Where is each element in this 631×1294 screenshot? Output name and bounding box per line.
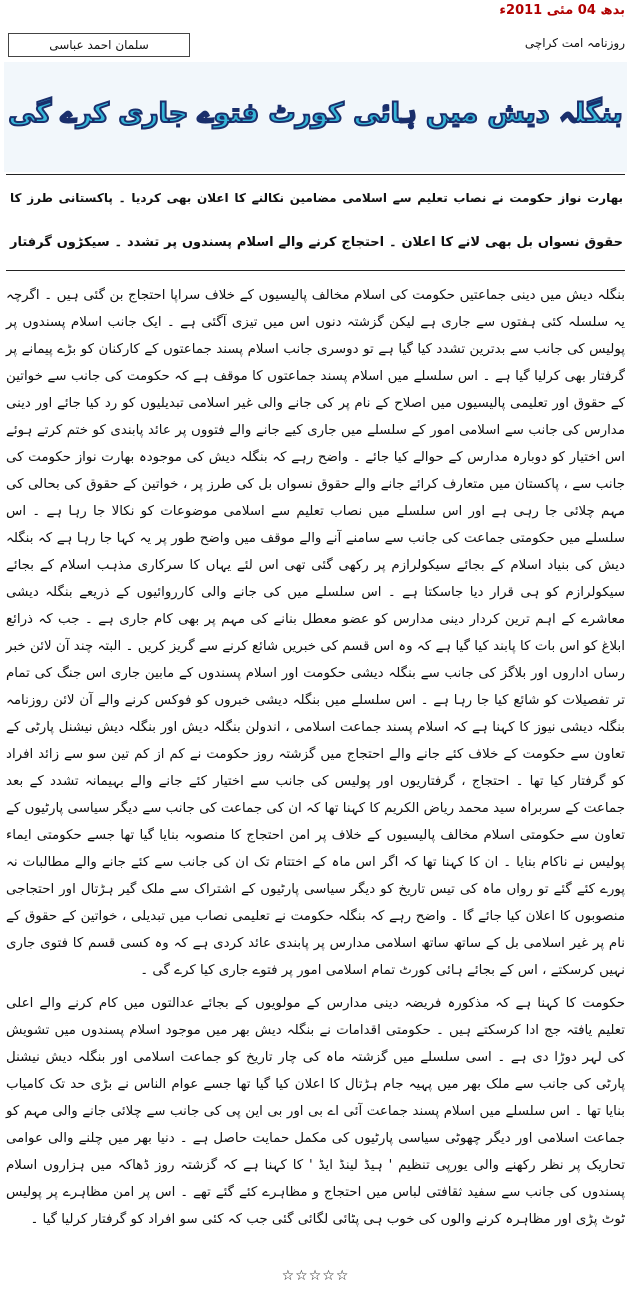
end-stars: ☆☆☆☆☆ — [281, 1268, 350, 1284]
article-paragraph: حکومت کا کہنا ہے کہ مذکورہ فریضہ دینی مدارس کے مولویوں کے بجائے عدالتوں میں کام کرنے والے اعلی تعلیم یافتہ جج ادا کرسکتے ہیں ۔ حکومتی اقدامات نے بنگلہ دیش بھر میں موجود اسلام پسندوں میں تشویش کی لہر دوڑا دی ہے ۔ اسی سلسلے میں گزشتہ ماہ کی چار تاریخ کو جماعت اسلامی اور بنگلہ دیش نیشنل پارٹی کی جانب سے ملک بھر میں پہیہ جام ہڑتال کا اعلان کیا گیا تھا جسے عوام الناس نے بڑی حد تک کامیاب بنایا تھا ۔ اس سلسلے میں اسلام پسند جماعت آئی اے بی اور بی این پی کی جانب سے چلائی جانے والی مہم کو جماعت اسلامی اور دیگر چھوٹی سیاسی پارٹیوں کی مکمل حمایت حاصل ہے ۔ دنیا بھر میں چلنے والی عوامی تحاریک پر نظر رکھنے والی یورپی تنظیم ' ہیڈ لینڈ ایڈ ' کا کہنا ہے کہ گزشتہ روز ڈھاکہ میں ہزاروں اسلام پسندوں کی جانب سے سفید ثقافتی لباس میں احتجاج و مظاہرے کئے گئے تھے ۔ اس پر امن مظاہرے پر پولیس ٹوٹ پڑی اور مظاہرہ کرنے والوں کی خوب ہی پٹائی لگائی گئی جب کہ کئی سو افراد کو گرفتار کرلیا گیا ۔ — [6, 996, 625, 1227]
author-box: سلمان احمد عباسی — [8, 33, 190, 57]
publication-date: بدھ 04 مئی 2011ء — [499, 3, 625, 18]
article-body — [6, 282, 625, 1239]
divider — [6, 270, 625, 271]
subheading-2: حقوق نسواں بل بھی لانے کا اعلان ۔ احتجاج کرنے والے اسلام پسندوں پر تشدد ۔ سیکڑوں گرفتار — [10, 235, 623, 250]
headline: بنگلہ دیش میں ہائی کورٹ فتوے جاری کرے گی — [8, 98, 623, 129]
divider — [6, 174, 625, 175]
headline-banner — [4, 62, 627, 172]
newspaper-source: روزنامہ امت کراچی — [524, 36, 625, 50]
article-paragraph: بنگلہ دیش میں دینی جماعتیں حکومت کی اسلام مخالف پالیسیوں کے خلاف سراپا احتجاج بن گئی ہیں ۔ اگرچہ یہ سلسلہ کئی ہفتوں سے جاری ہے لیکن گزشتہ دنوں اس میں تیزی آگئی ہے ۔ ایک جانب اسلام پسندوں پر پولیس کی جانب سے بدترین تشدد کیا گیا ہے تو دوسری جانب اسلام پسند جماعتوں کے کارکنان کو بڑے پیمانے پر گرفتار بھی کرلیا گیا ہے ۔ اس سلسلے میں اسلام پسند جماعتوں کا موقف ہے کہ حکومت کی جانب سے خواتین کے حقوق اور تعلیمی پالیسیوں میں اصلاح کے نام پر کی جانے والی غیر اسلامی تبدیلیوں کو رد کیا جائے اور دینی مدارس کی جانب سے اسلامی امور کے سلسلے میں جاری کیے جانے والے فتووں پر عائد پابندی کو ختم کرتے ہوئے اس اختیار کو دوبارہ مدارس کے حوالے کیا جائے ۔ واضح رہے کہ بنگلہ دیش کی موجودہ بھارت نواز حکومت کی جانب سے ، پاکستان میں متعارف کرائے جانے والے حقوق نسواں بل کی طرز پر ، خواتین کے حقوق کی بحالی کی مہم چلائی جا رہی ہے اور اس سلسلے میں نصاب تعلیم سے اسلامی موضوعات کو نکالا جا رہا ہے ۔ اس سلسلے میں حکومتی جماعت کی جانب سے سامنے آنے والے موقف میں واضح طور پر یہ کہا جا رہا ہے کہ بنگلہ دیش کی بنیاد اسلام کے بجائے سیکولرازم پر رکھی گئی تھی اس لئے یہاں کا سرکاری مذہب اسلام کے بجائے سیکولرازم کو ہی قرار دیا جاسکتا ہے ۔ اس سلسلے میں کی جانے والی کارروائیوں کے ذریعے بنگلہ دیشی معاشرے کے اہم ترین کردار دینی مدارس کو عضو معطل بنانے کی مہم پر بھی کام جاری ہے ۔ جب کہ ذرائع ابلاغ کو اس بات کا پابند کیا گیا ہے کہ وہ اس قسم کی خبریں شائع کرنے سے گریز کریں ۔ البتہ چند آن لائن خبر رساں اداروں اور بلاگز کی جانب سے بنگلہ دیشی حکومت اور اسلام پسندوں کے مابین جاری اس جنگ کی تمام تر تفصیلات کو شائع کیا جا رہا ہے ۔ اس سلسلے میں بنگلہ دیشی خبروں کو فوکس کرنے والے آن لائن روزنامہ بنگلہ دیشی نیوز کا کہنا ہے کہ اسلام پسند جماعت اسلامی ، اندولن بنگلہ دیش اور بنگلہ دیش نیشنل پارٹی کے تعاون سے حکومت کے خلاف کئے جانے والے احتجاج میں گزشتہ روز حکومت نے کم از کم تین سو سے زائد افراد کو گرفتار کیا تھا ۔ احتجاج ، گرفتاریوں اور پولیس کی جانب سے اختیار کئے جانے والے بہیمانہ تشدد کے بعد جماعت کے سربراہ سید محمد ریاض الکریم کا کہنا تھا کہ ان کی جماعت کی جانب سے دیگر سیاسی پارٹیوں کے تعاون سے حکومتی اسلام مخالف پالیسیوں کے خلاف پر امن احتجاج کا منصوبہ بنایا گیا تھا جسے حکومتی ایماء پولیس نے ناکام بنایا ۔ ان کا کہنا تھا کہ اگر اس ماہ کے اختتام تک ان کی جانب سے کئے جانے والے مطالبات نہ پورے کئے گئے تو رواں ماہ کی تیس تاریخ کو دیگر سیاسی پارٹیوں کے اشتراک سے ملک گیر ہڑتال اور احتجاجی منصوبوں کا اعلان کیا جائے گا ۔ واضح رہے کہ بنگلہ حکومت نے تعلیمی نصاب میں تبدیلی ، خواتین کے حقوق کے نام پر غیر اسلامی بل کے ساتھ ساتھ اسلامی مدارس پر پابندی عائد کردی ہے کہ وہ کسی قسم کا فتوی جاری نہیں کرسکتے ، اس کے بجائے ہائی کورٹ تمام اسلامی امور پر فتوے جاری کیا کرے گی ۔ — [6, 288, 625, 978]
subheading-1: بھارت نواز حکومت نے نصاب تعلیم سے اسلامی مضامین نکالنے کا اعلان بھی کردیا ۔ پاکستانی طرز کا — [10, 191, 623, 205]
